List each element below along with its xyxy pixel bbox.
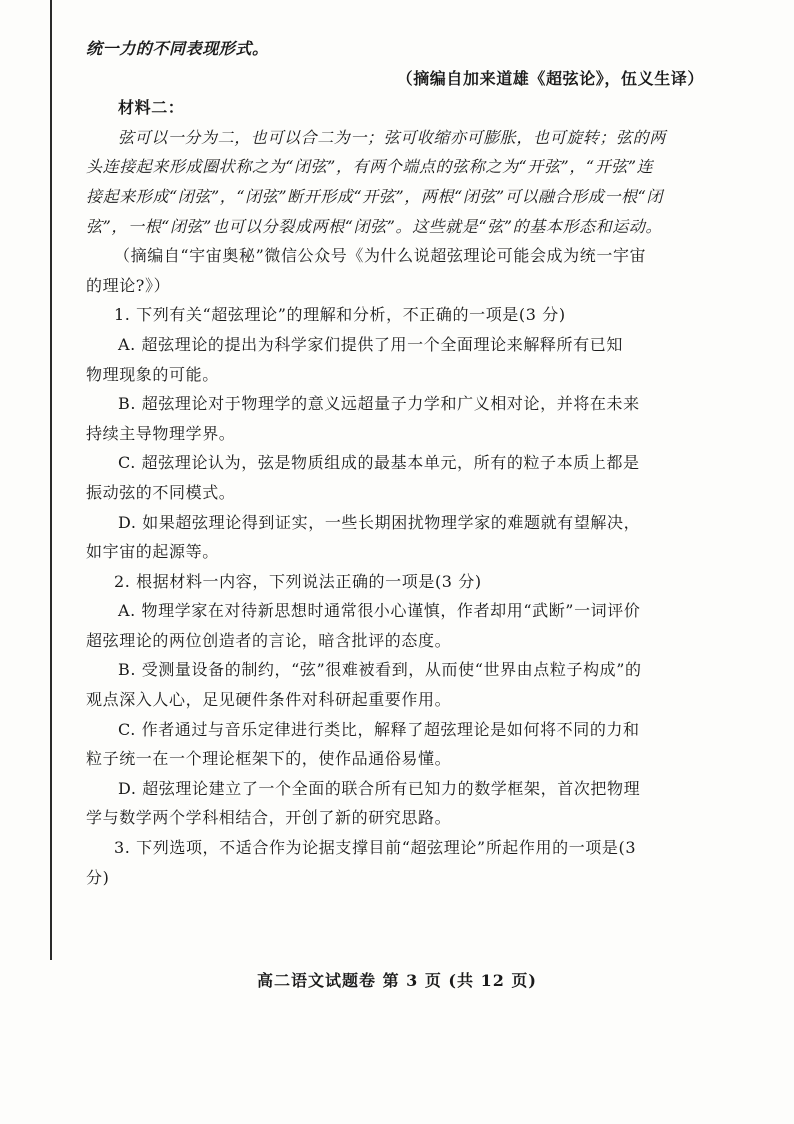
question-2-option-a-line-1: A. 物理学家在对待新思想时通常很小心谨慎，作者却用“武断”一词评价 [118, 601, 641, 621]
material-two-heading: 材料二： [118, 98, 185, 118]
page-footer: 高二语文试题卷 第 3 页 (共 12 页) [257, 971, 537, 990]
source-citation-2-line-2: 的理论?》） [86, 275, 171, 295]
question-1-option-c-line-1: C. 超弦理论认为，弦是物质组成的最基本单元，所有的粒子本质上都是 [118, 453, 640, 473]
material-two-line-3: 接起来形成“闭弦”，“闭弦”断开形成“开弦”，两根“闭弦”可以融合形成一根“闭 [86, 186, 664, 206]
question-2-option-d-line-2: 学与数学两个学科相结合，开创了新的研究思路。 [86, 808, 452, 828]
question-1-option-c-line-2: 振动弦的不同模式。 [86, 482, 236, 502]
source-citation-2-line-1: （摘编自“宇宙奥秘”微信公众号《为什么说超弦理论可能会成为统一宇宙 [114, 246, 647, 266]
question-2-option-d-line-1: D. 超弦理论建立了一个全面的联合所有已知力的数学框架，首次把物理 [118, 778, 641, 798]
page-content [86, 34, 704, 892]
question-3-stem-line-1: 3. 下列选项，不适合作为论据支撑目前“超弦理论”所起作用的一项是(3 [114, 838, 637, 858]
question-2-stem: 2. 根据材料一内容，下列说法正确的一项是(3 分) [114, 571, 482, 591]
source-citation-1: （摘编自加来道雄《超弦论》，伍义生译） [396, 68, 704, 88]
question-2-option-a-line-2: 超弦理论的两位创造者的言论，暗含批评的态度。 [86, 630, 452, 650]
question-2-option-b-line-2: 观点深入人心，足见硬件条件对科研起重要作用。 [86, 690, 452, 710]
question-1-option-d-line-1: D. 如果超弦理论得到证实，一些长期困扰物理学家的难题就有望解决， [118, 512, 641, 532]
question-1-stem: 1. 下列有关“超弦理论”的理解和分析，不正确的一项是(3 分) [114, 305, 566, 325]
question-1-option-b-line-2: 持续主导物理学界。 [86, 423, 236, 443]
question-1-option-d-line-2: 如宇宙的起源等。 [86, 542, 219, 562]
question-2-option-c-line-2: 粒子统一在一个理论框架下的，使作品通俗易懂。 [86, 749, 452, 769]
material-two-line-4: 弦”，一根“闭弦”也可以分裂成两根“闭弦”。这些就是“弦”的基本形态和运动。 [86, 216, 663, 236]
text-line-continuation: 统一力的不同表现形式。 [86, 39, 269, 58]
question-1-option-a-line-1: A. 超弦理论的提出为科学家们提供了用一个全面理论来解释所有已知 [118, 334, 623, 354]
material-two-line-1: 弦可以一分为二，也可以合二为一；弦可收缩亦可膨胀，也可旋转；弦的两 [118, 127, 666, 147]
question-2-option-b-line-1: B. 受测量设备的制约，“弦”很难被看到，从而使“世界由点粒子构成”的 [118, 660, 642, 680]
material-two-line-2: 头连接起来形成圈状称之为“闭弦”，有两个端点的弦称之为“开弦”，“开弦”连 [86, 157, 654, 177]
question-3-stem-line-2: 分) [86, 867, 110, 887]
question-1-option-b-line-1: B. 超弦理论对于物理学的意义远超量子力学和广义相对论，并将在未来 [118, 394, 640, 414]
question-2-option-c-line-1: C. 作者通过与音乐定律进行类比，解释了超弦理论是如何将不同的力和 [118, 719, 640, 739]
question-1-option-a-line-2: 物理现象的可能。 [86, 364, 219, 384]
binding-margin-rule [50, 0, 52, 960]
